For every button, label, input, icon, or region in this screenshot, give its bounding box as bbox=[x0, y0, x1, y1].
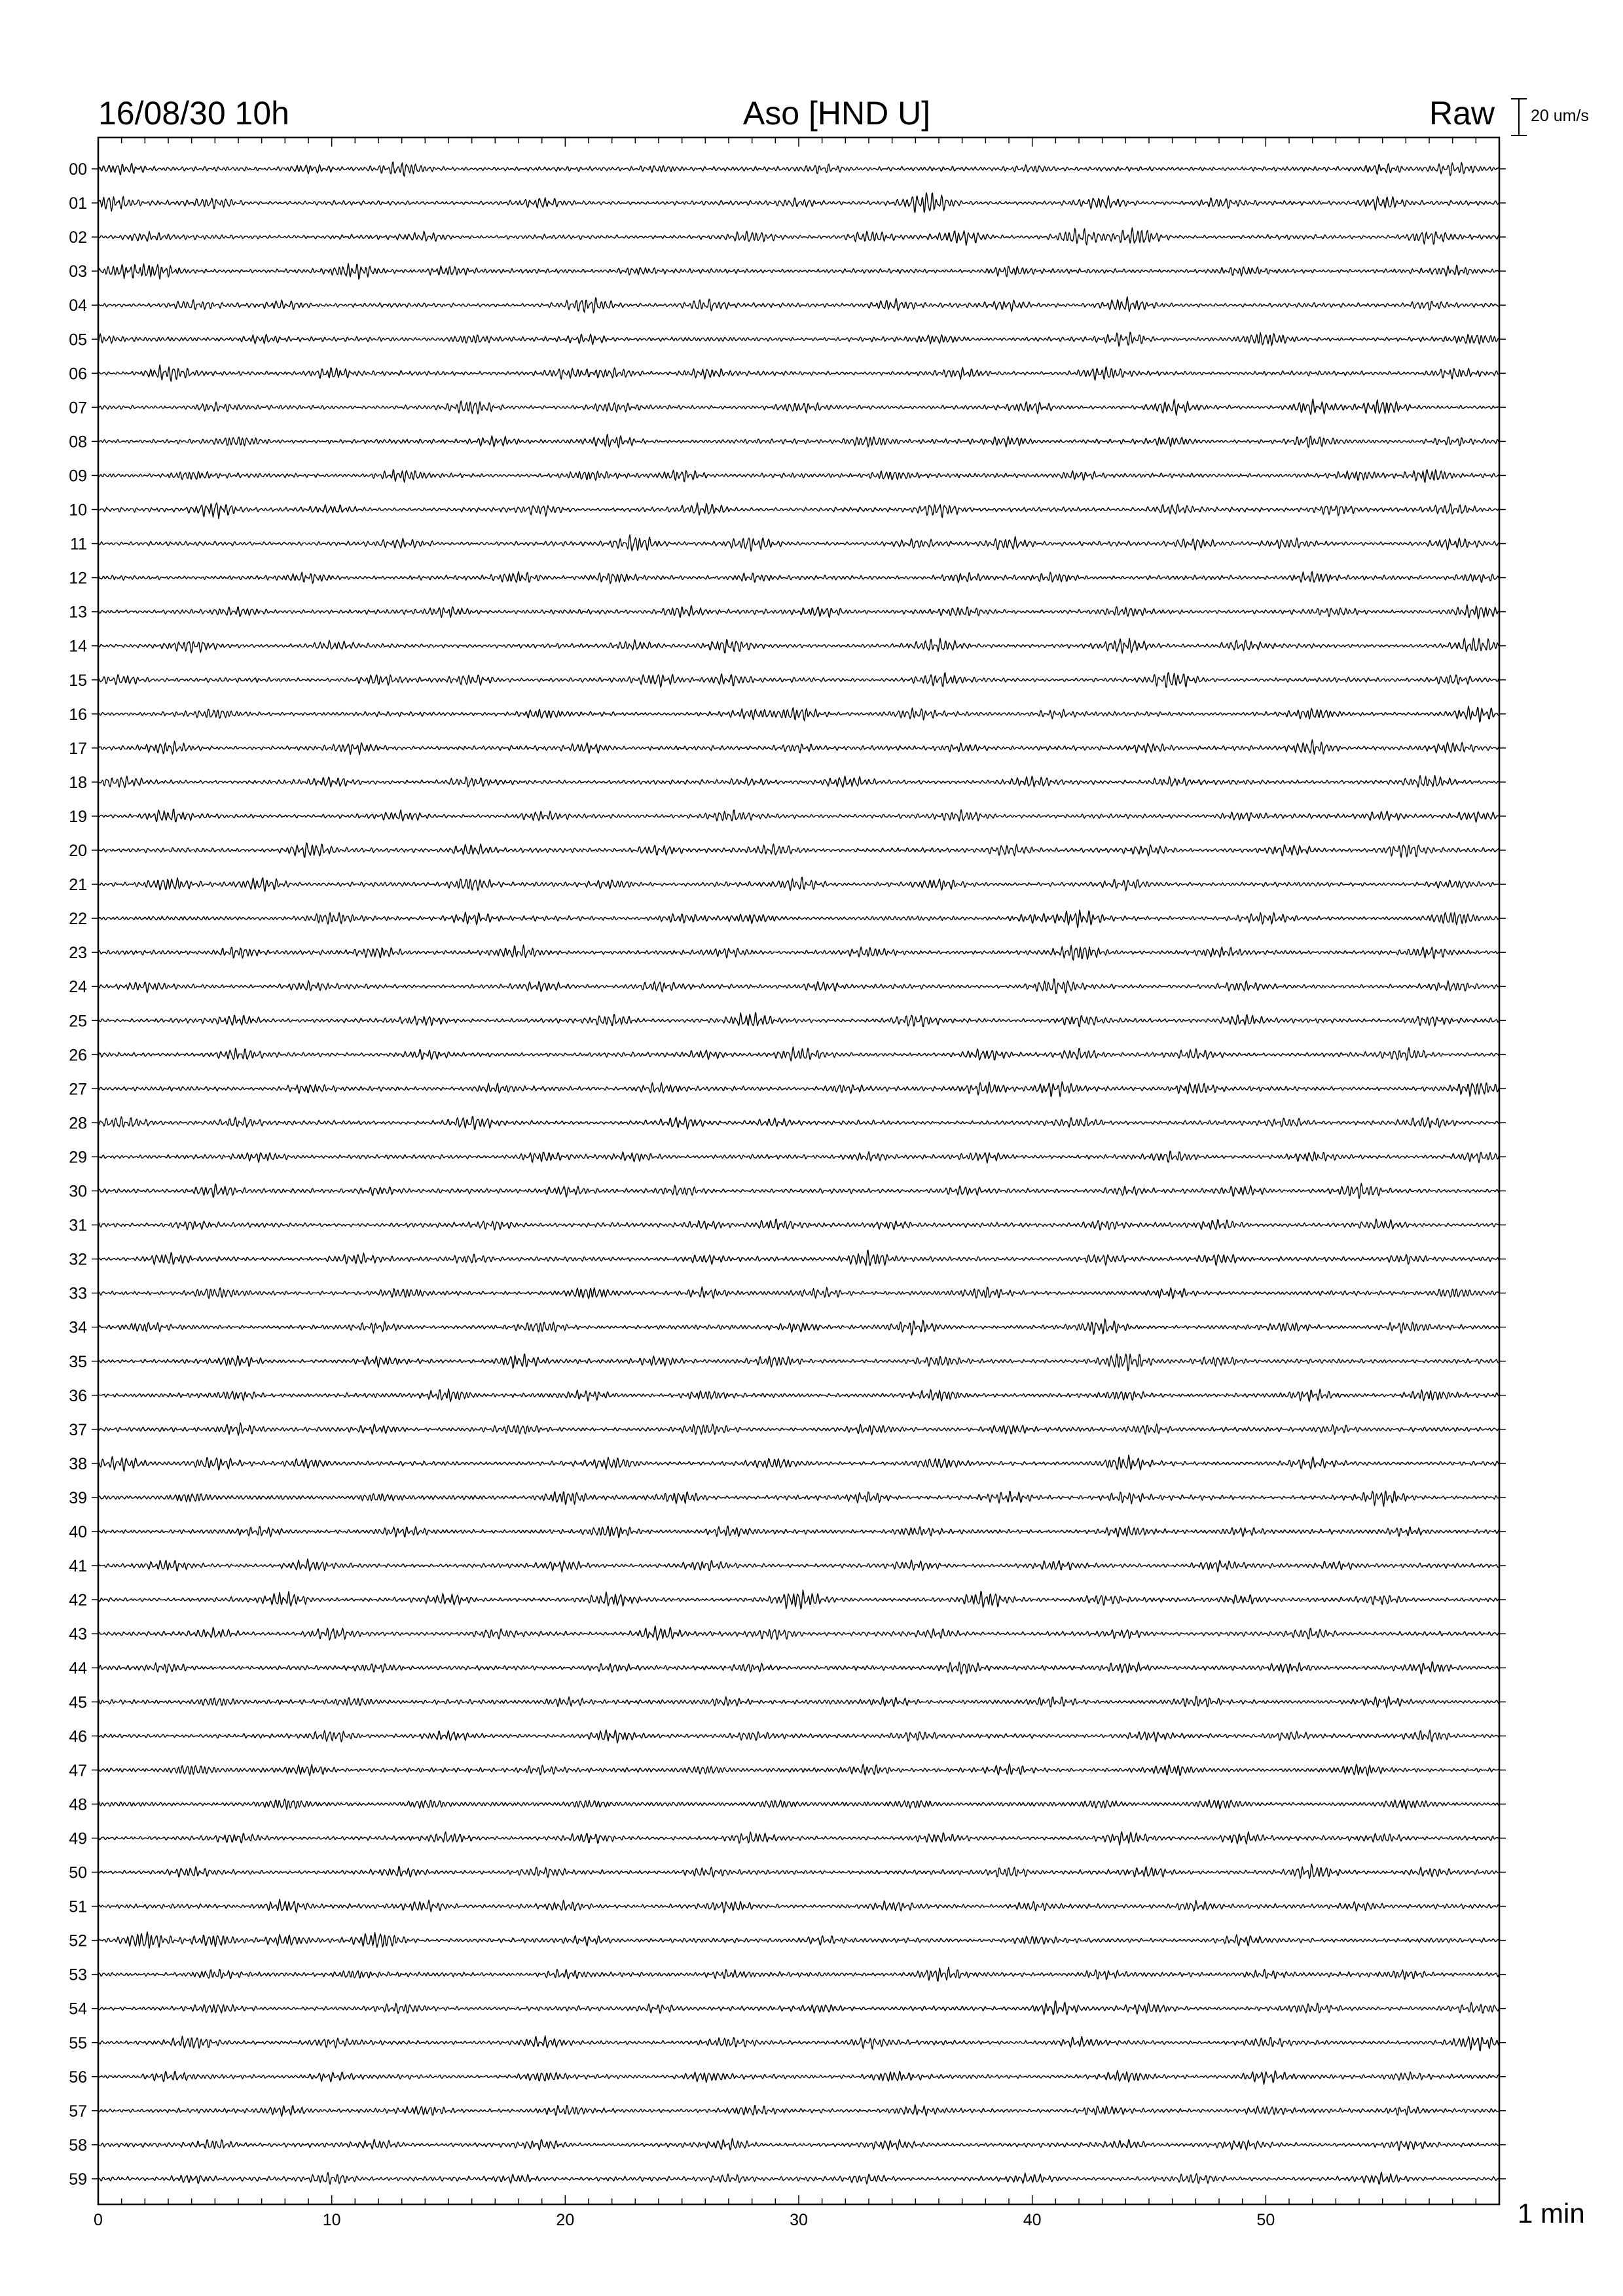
row-label: 01 bbox=[69, 194, 87, 213]
row-label: 50 bbox=[69, 1863, 87, 1882]
trace-line-11 bbox=[98, 535, 1499, 551]
mode-label: Raw bbox=[1429, 95, 1495, 132]
trace-line-17 bbox=[98, 740, 1499, 755]
trace-line-25 bbox=[98, 1013, 1499, 1027]
x-tick-label: 30 bbox=[790, 2211, 808, 2229]
trace-line-29 bbox=[98, 1151, 1499, 1163]
row-label: 23 bbox=[69, 944, 87, 963]
row-label: 46 bbox=[69, 1727, 87, 1746]
trace-line-06 bbox=[98, 365, 1499, 382]
row-label: 33 bbox=[69, 1284, 87, 1303]
row-label: 32 bbox=[69, 1250, 87, 1269]
trace-line-18 bbox=[98, 776, 1499, 788]
row-label: 37 bbox=[69, 1420, 87, 1439]
row-label: 03 bbox=[69, 262, 87, 281]
row-label: 51 bbox=[69, 1897, 87, 1916]
plot-frame bbox=[98, 137, 1499, 2204]
row-label: 31 bbox=[69, 1216, 87, 1235]
x-tick-label: 0 bbox=[94, 2211, 103, 2229]
row-label: 27 bbox=[69, 1080, 87, 1099]
row-label: 42 bbox=[69, 1591, 87, 1610]
trace-line-50 bbox=[98, 1864, 1499, 1878]
trace-line-05 bbox=[98, 332, 1499, 346]
trace-line-28 bbox=[98, 1117, 1499, 1130]
trace-line-54 bbox=[98, 2001, 1499, 2015]
trace-line-00 bbox=[98, 162, 1499, 177]
date-hour-label: 16/08/30 10h bbox=[98, 95, 289, 132]
trace-line-41 bbox=[98, 1559, 1499, 1572]
row-label: 04 bbox=[69, 296, 87, 315]
trace-line-43 bbox=[98, 1626, 1499, 1640]
trace-line-42 bbox=[98, 1590, 1499, 1609]
row-label: 35 bbox=[69, 1352, 87, 1371]
trace-line-15 bbox=[98, 673, 1499, 687]
row-label: 11 bbox=[70, 535, 87, 554]
x-tick-label: 40 bbox=[1023, 2211, 1042, 2229]
trace-line-16 bbox=[98, 706, 1499, 722]
row-label: 29 bbox=[69, 1148, 87, 1167]
row-label: 57 bbox=[69, 2102, 87, 2121]
trace-line-34 bbox=[98, 1319, 1499, 1335]
trace-line-09 bbox=[98, 470, 1499, 483]
row-label: 47 bbox=[69, 1761, 87, 1780]
trace-line-53 bbox=[98, 1967, 1499, 1981]
trace-line-45 bbox=[98, 1696, 1499, 1708]
trace-line-56 bbox=[98, 2070, 1499, 2084]
row-label: 55 bbox=[69, 2034, 87, 2053]
row-label: 49 bbox=[69, 1829, 87, 1848]
trace-line-36 bbox=[98, 1389, 1499, 1402]
trace-line-08 bbox=[98, 435, 1499, 448]
trace-line-52 bbox=[98, 1932, 1499, 1948]
row-label: 26 bbox=[69, 1046, 87, 1065]
trace-line-44 bbox=[98, 1662, 1499, 1674]
trace-line-59 bbox=[98, 2172, 1499, 2184]
row-label: 41 bbox=[69, 1557, 87, 1576]
trace-line-37 bbox=[98, 1423, 1499, 1435]
row-label: 54 bbox=[69, 2000, 87, 2018]
row-label: 30 bbox=[69, 1182, 87, 1201]
row-label: 48 bbox=[69, 1795, 87, 1814]
row-label: 34 bbox=[69, 1318, 87, 1337]
trace-line-40 bbox=[98, 1526, 1499, 1537]
trace-line-38 bbox=[98, 1455, 1499, 1471]
x-tick-labels bbox=[94, 2211, 1275, 2229]
trace-group bbox=[98, 162, 1499, 2185]
x-tick-label: 50 bbox=[1256, 2211, 1275, 2229]
row-label: 10 bbox=[69, 501, 87, 520]
row-label: 36 bbox=[69, 1386, 87, 1405]
trace-line-58 bbox=[98, 2138, 1499, 2151]
trace-line-22 bbox=[98, 910, 1499, 927]
row-label: 44 bbox=[69, 1659, 87, 1678]
trace-line-48 bbox=[98, 1799, 1499, 1809]
row-label: 15 bbox=[69, 671, 87, 690]
trace-line-03 bbox=[98, 264, 1499, 279]
trace-line-30 bbox=[98, 1183, 1499, 1198]
trace-line-19 bbox=[98, 810, 1499, 823]
trace-line-46 bbox=[98, 1730, 1499, 1743]
trace-line-14 bbox=[98, 638, 1499, 653]
row-label: 13 bbox=[69, 603, 87, 622]
row-label: 56 bbox=[69, 2068, 87, 2087]
trace-line-04 bbox=[98, 296, 1499, 313]
trace-line-23 bbox=[98, 945, 1499, 960]
row-label: 02 bbox=[69, 228, 87, 247]
row-labels bbox=[69, 160, 1506, 2189]
trace-line-01 bbox=[98, 192, 1499, 213]
row-label: 40 bbox=[69, 1523, 87, 1541]
trace-line-02 bbox=[98, 228, 1499, 245]
x-tick-label: 10 bbox=[322, 2211, 341, 2229]
trace-line-49 bbox=[98, 1832, 1499, 1845]
row-label: 00 bbox=[69, 160, 87, 179]
trace-line-13 bbox=[98, 605, 1499, 619]
trace-line-31 bbox=[98, 1219, 1499, 1230]
row-label: 59 bbox=[69, 2170, 87, 2189]
row-label: 53 bbox=[69, 1965, 87, 1984]
trace-line-32 bbox=[98, 1250, 1499, 1266]
row-label: 20 bbox=[69, 842, 87, 860]
row-label: 45 bbox=[69, 1693, 87, 1712]
row-label: 19 bbox=[69, 807, 87, 826]
row-label: 22 bbox=[69, 910, 87, 929]
row-label: 05 bbox=[69, 331, 87, 350]
row-label: 16 bbox=[69, 705, 87, 724]
x-tick-label: 20 bbox=[556, 2211, 575, 2229]
row-label: 28 bbox=[69, 1114, 87, 1133]
row-label: 52 bbox=[69, 1931, 87, 1950]
row-label: 18 bbox=[69, 773, 87, 792]
trace-line-21 bbox=[98, 877, 1499, 891]
trace-line-12 bbox=[98, 571, 1499, 584]
trace-line-35 bbox=[98, 1354, 1499, 1371]
row-label: 06 bbox=[69, 365, 87, 384]
trace-line-33 bbox=[98, 1287, 1499, 1299]
row-label: 38 bbox=[69, 1454, 87, 1473]
trace-line-20 bbox=[98, 843, 1499, 857]
trace-line-39 bbox=[98, 1491, 1499, 1506]
scale-bar-label: 20 um/s bbox=[1531, 107, 1589, 125]
trace-line-47 bbox=[98, 1764, 1499, 1776]
row-label: 07 bbox=[69, 399, 87, 418]
minor-ticks bbox=[98, 137, 1499, 2204]
trace-line-26 bbox=[98, 1047, 1499, 1061]
trace-line-07 bbox=[98, 399, 1499, 416]
row-label: 17 bbox=[69, 739, 87, 758]
row-label: 14 bbox=[69, 637, 87, 656]
trace-line-10 bbox=[98, 503, 1499, 518]
chart-title: Aso [HND U] bbox=[742, 95, 931, 132]
row-label: 25 bbox=[69, 1012, 87, 1031]
trace-line-51 bbox=[98, 1899, 1499, 1913]
trace-line-55 bbox=[98, 2036, 1499, 2051]
trace-line-57 bbox=[98, 2105, 1499, 2117]
row-label: 39 bbox=[69, 1488, 87, 1507]
row-label: 24 bbox=[69, 978, 87, 997]
row-label: 08 bbox=[69, 433, 87, 452]
scale-bar bbox=[1511, 99, 1527, 135]
x-axis-unit-label: 1 min bbox=[1518, 2198, 1585, 2229]
trace-line-24 bbox=[98, 978, 1499, 994]
row-label: 21 bbox=[69, 876, 87, 895]
row-label: 58 bbox=[69, 2136, 87, 2155]
row-label: 12 bbox=[69, 569, 87, 588]
row-label: 09 bbox=[69, 467, 87, 486]
trace-line-27 bbox=[98, 1082, 1499, 1097]
row-label: 43 bbox=[69, 1625, 87, 1644]
